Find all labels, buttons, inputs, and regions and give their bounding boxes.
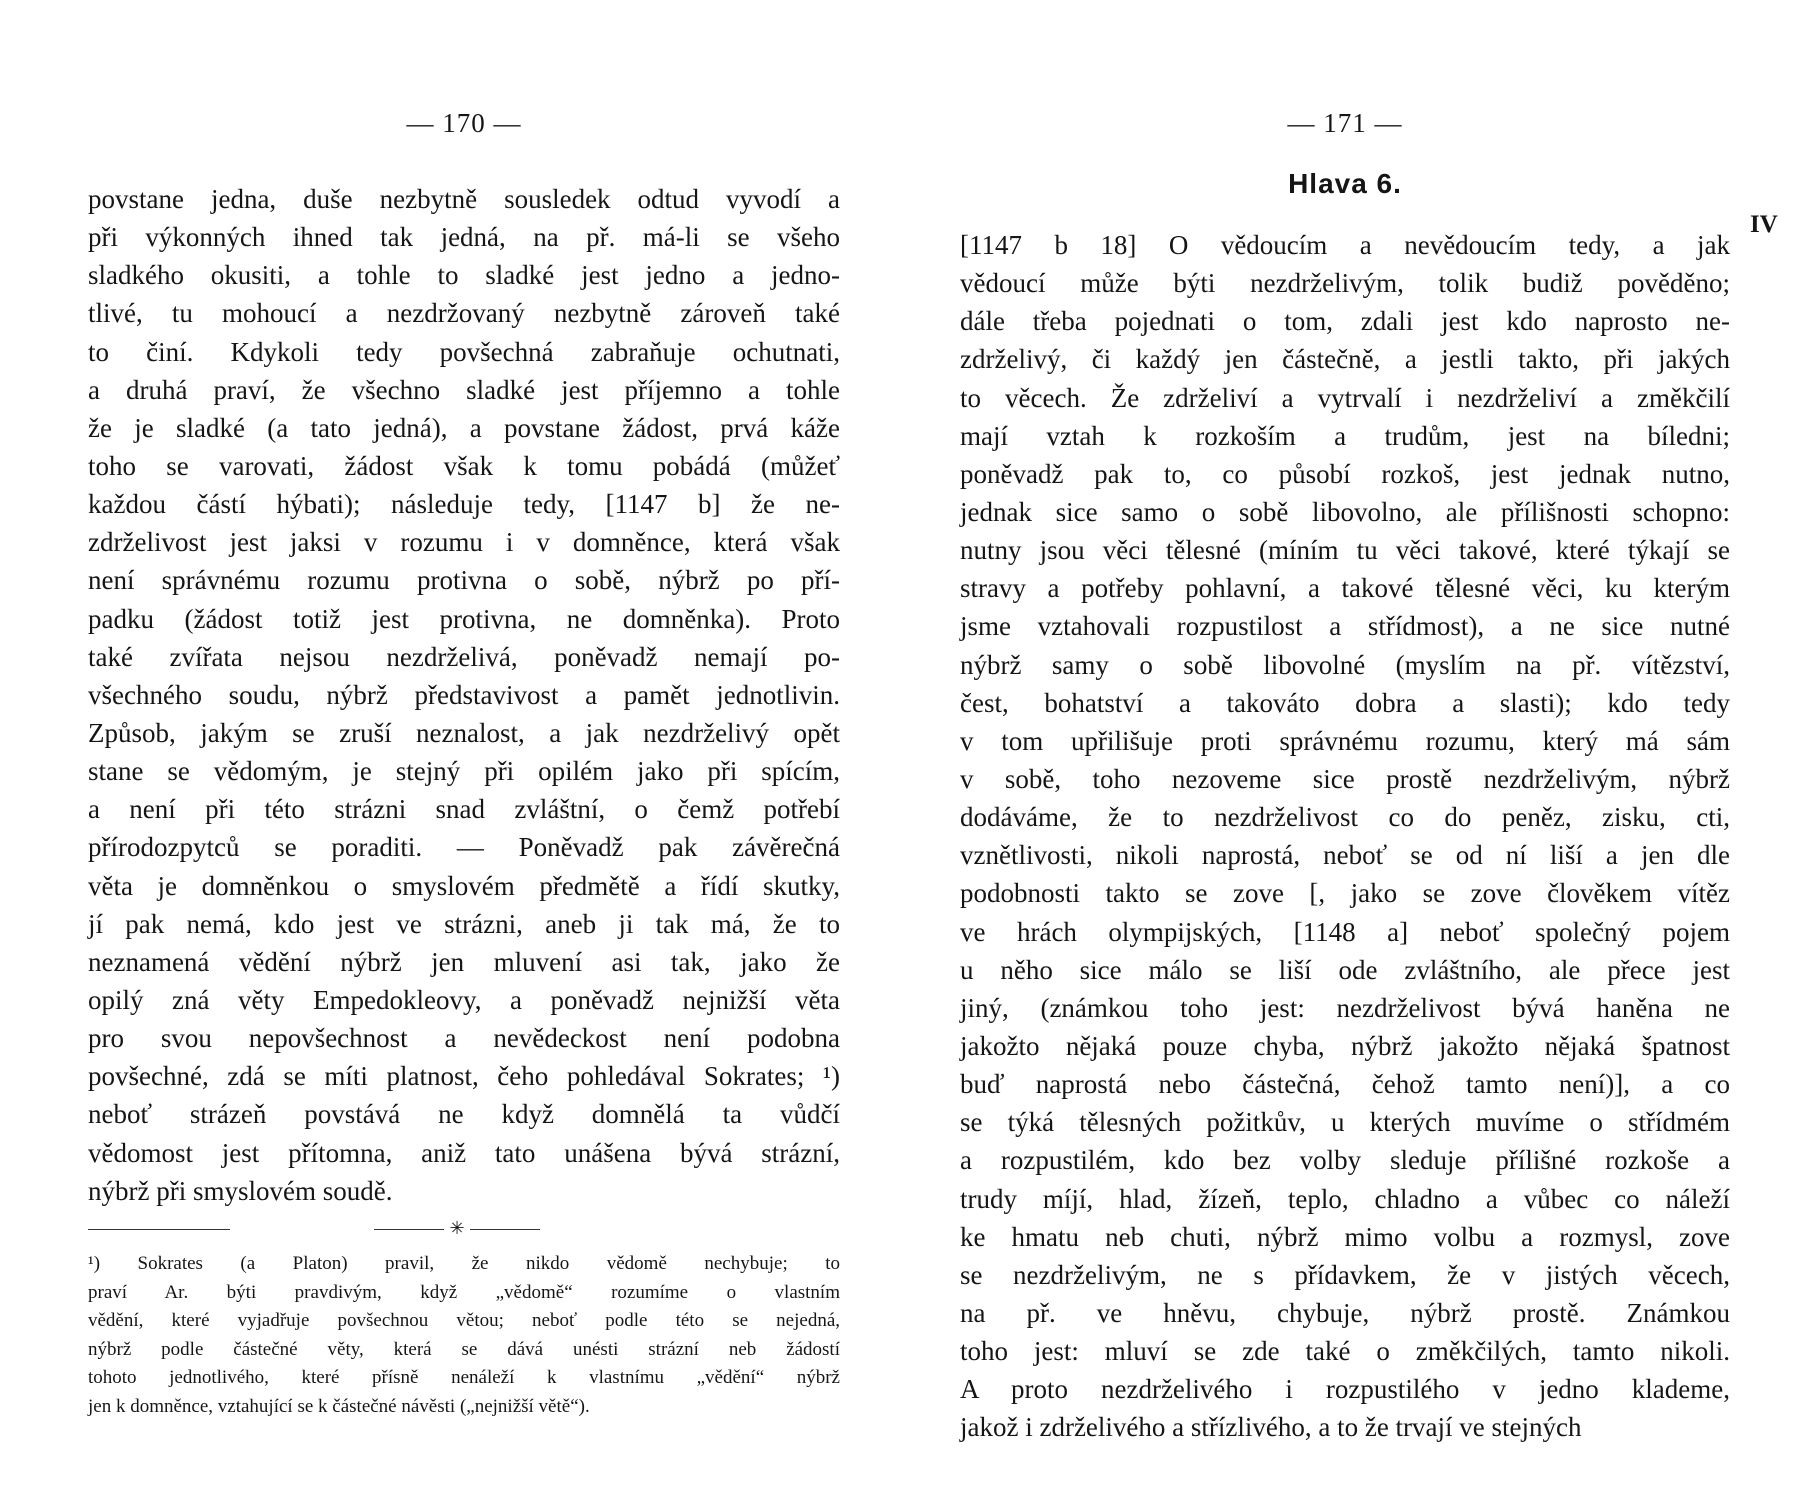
text-line: nýbrž při smyslovém soudě.	[88, 1175, 393, 1206]
text-line: na př. ve hněvu, chybuje, nýbrž prostě. Známkou	[960, 1297, 1730, 1328]
text-line: se týká tělesných požitkův, u kterých muvíme o střídmém	[960, 1107, 1730, 1138]
margin-section-marker: IV	[1750, 211, 1778, 238]
chapter-heading: Hlava 6.	[1288, 168, 1402, 199]
text-line: dodáváme, že to nezdrželivost co do peněz, zisku, cti,	[960, 802, 1730, 833]
footnote-line: vědění, které vyjadřuje povšechnou větou; neboť podle této se nejedná,	[88, 1310, 840, 1332]
body-text	[88, 180, 840, 1210]
text-line: vědomost jest přítomna, aniž tato unášena bývá strázní,	[88, 1137, 840, 1168]
text-line: se nezdrželivým, ne s přídavkem, že v jistých věcech,	[960, 1259, 1730, 1290]
ornament-icon: ✳	[444, 1216, 470, 1240]
text-line: vědoucí může býti nezdrželivým, tolik budiž pověděno;	[960, 268, 1730, 299]
footnote-line: tohoto jednotlivého, které přísně nenáleží k vlastnímu „vědění“ nýbrž	[88, 1367, 840, 1389]
text-line: vznětlivosti, nikoli naprostá, neboť se od ní liší a jen dle	[960, 840, 1730, 871]
text-line: a není při této strázni snad zvláštní, o čemž potřebí	[88, 794, 840, 825]
text-line: dále třeba pojednati o tom, zdali jest kdo naprosto ne-	[960, 306, 1730, 337]
text-line: pro svou nepovšechnost a nevědeckost není podobna	[88, 1023, 840, 1054]
text-line: věta je domněnkou o smyslovém předmětě a řídí skutky,	[88, 870, 840, 901]
text-line: toho jest: mluví se zde také o změkčilých, tamto nikoli.	[960, 1336, 1730, 1367]
text-line: Způsob, jakým se zruší neznalost, a jak nezdrželivý opět	[88, 717, 840, 748]
text-line: každou částí hýbati); následuje tedy, [1147 b] že ne-	[88, 489, 840, 520]
text-line: jakož i zdrželivého a střízlivého, a to že trvají ve stejných	[960, 1412, 1582, 1443]
text-line: nutny jsou věci tělesné (míním tu věci takové, které týkají se	[960, 535, 1730, 566]
text-line: také zvířata nejsou nezdrželivá, poněvadž nemají po-	[88, 641, 840, 672]
text-line: podobnosti takto se zove [, jako se zove člověkem vítěz	[960, 878, 1730, 909]
text-line: ve hrách olympijských, [1148 a] neboť společný pojem	[960, 916, 1730, 947]
text-line: čest, bohatství a takováto dobra a slasti); kdo tedy	[960, 687, 1730, 718]
text-line: ke hmatu neb chuti, nýbrž mimo volbu a rozmysl, zove	[960, 1221, 1730, 1252]
text-line: nýbrž samy o sobě libovolné (myslím na př. vítězství,	[960, 649, 1730, 680]
text-line: opilý zná věty Empedokleovy, a poněvadž nejnižší věta	[88, 984, 840, 1015]
text-line: mají vztah k rozkoším a trudům, jest na bíledni;	[960, 420, 1730, 451]
text-line: to věcech. Že zdrželiví a vytrvalí i nezdrželiví a změkčilí	[960, 382, 1730, 413]
text-line: to činí. Kdykoli tedy povšechná zabraňuje ochutnati,	[88, 336, 840, 367]
text-line: a rozpustilém, kdo bez volby sleduje přílišné rozkoše a	[960, 1145, 1730, 1176]
text-line: zdrželivost jest jaksi v rozumu i v domněnce, která však	[88, 527, 840, 558]
text-line: všechného soudu, nýbrž představivost a pamět jednotlivin.	[88, 679, 840, 710]
text-line: tlivé, tu mohoucí a nezdržovaný nezbytně zároveň také	[88, 298, 840, 329]
text-line: sladkého okusiti, a tohle to sladké jest jedno a jedno-	[88, 260, 840, 291]
text-line: v tom upřilišuje proti správnému rozumu, který má sám	[960, 725, 1730, 756]
text-line: buď naprostá nebo částečná, čehož tamto není)], a co	[960, 1069, 1730, 1100]
text-line: padku (žádost totiž jest protivna, ne domněnka). Proto	[88, 603, 840, 634]
text-line: jakožto nějaká pouze chyba, nýbrž jakožto nějaká špatnost	[960, 1030, 1730, 1061]
text-line: toho se varovati, žádost však k tomu pobádá (můžeť	[88, 450, 840, 481]
footnote-line: ¹) Sokrates (a Platon) pravil, že nikdo vědomě nechybuje; to	[88, 1253, 840, 1274]
text-line: jiný, (známkou toho jest: nezdrželivost bývá haněna ne	[960, 992, 1730, 1023]
text-line: stravy a potřeby pohlavní, a takové tělesné věci, ku kterým	[960, 573, 1730, 604]
text-line: povstane jedna, duše nezbytně sousledek odtud vyvodí a	[88, 184, 840, 214]
text-line: poněvadž pak to, co působí rozkoš, jest jednak nutno,	[960, 458, 1730, 489]
text-line: není správnému rozumu protivna o sobě, nýbrž po pří-	[88, 565, 840, 596]
text-line: u něho sice málo se liší ode zvláštního, ale přece jest	[960, 954, 1730, 985]
page-number: — 171 —	[1287, 108, 1403, 138]
footnote-divider	[88, 1229, 230, 1230]
text-line: A proto nezdrželivého i rozpustilého v jedno klademe,	[960, 1374, 1730, 1405]
footnote-line: praví Ar. býti pravdivým, když „vědomě“ rozumíme o vlastním	[88, 1281, 840, 1303]
text-line: přírodozpytců se poraditi. — Poněvadž pak závěrečná	[88, 832, 840, 863]
right-page	[960, 0, 1778, 1500]
footnote-line: nýbrž podle částečné věty, která se dává unésti strázní neb žádostí	[88, 1338, 840, 1360]
body-text	[960, 226, 1730, 1447]
text-line: jednak sice samo o sobě libovolno, ale přílišnosti schopno:	[960, 496, 1730, 527]
text-line: a druhá praví, že všechno sladké jest příjemno a tohle	[88, 374, 840, 405]
page-number: — 170 —	[406, 108, 522, 138]
text-line: neznamená vědění nýbrž jen mluvení asi tak, jako že	[88, 946, 840, 977]
footnotes	[88, 1250, 840, 1422]
text-line: [1147 b 18] O vědoucím a nevědoucím tedy, a jak	[960, 230, 1730, 260]
text-line: jsme vztahovali rozpustilost a střídmost), a ne sice nutné	[960, 611, 1730, 642]
text-line: povšechné, zdá se míti platnost, čeho pohledával Sokrates; ¹)	[88, 1061, 840, 1092]
text-line: neboť strázeň povstává ne když domnělá ta vůdčí	[88, 1099, 840, 1130]
text-line: stane se vědomým, je stejný při opilém jako při spícím,	[88, 756, 840, 787]
text-line: trudy míjí, hlad, žízeň, teplo, chladno a vůbec co náleží	[960, 1183, 1730, 1214]
text-line: zdrželivý, či každý jen částečně, a jestli takto, při jakých	[960, 344, 1730, 375]
text-line: v sobě, toho nezoveme sice prostě nezdrželivým, nýbrž	[960, 763, 1730, 794]
text-line: při výkonných ihned tak jedná, na př. má-li se všeho	[88, 222, 840, 253]
text-line: že je sladké (a tato jedná), a povstane žádost, prvá káže	[88, 412, 840, 443]
text-line: jí pak nemá, kdo jest ve strázni, aneb ji tak má, že to	[88, 908, 840, 939]
left-page	[88, 0, 840, 1500]
footnote-line: jen k domněnce, vztahující se k částečné návěsti („nejnižší větě“).	[88, 1395, 590, 1417]
